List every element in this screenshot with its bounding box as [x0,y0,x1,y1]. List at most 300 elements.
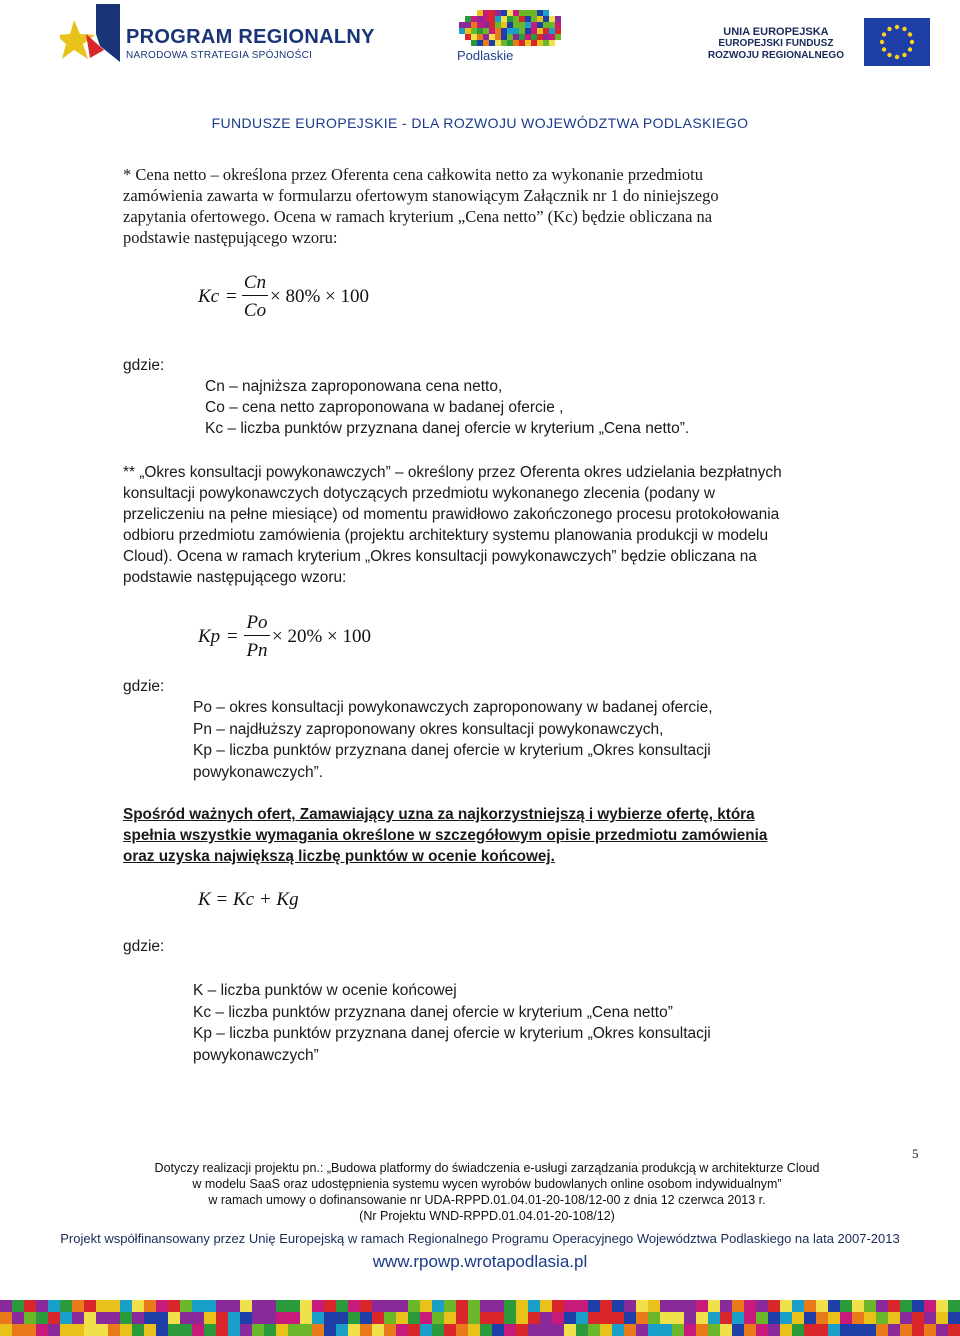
mosaic-tile [876,1324,888,1336]
mosaic-tile [444,1312,456,1324]
mosaic-tile [537,40,543,46]
mosaic-tile [501,22,507,28]
mosaic-tile [525,10,531,16]
mosaic-tile [828,1300,840,1312]
formula-lhs: Kc [198,286,220,307]
mosaic-tile [300,1324,312,1336]
mosaic-tile [492,1324,504,1336]
mosaic-tile [543,40,549,46]
mosaic-tile [780,1312,792,1324]
mosaic-tile [756,1324,768,1336]
formula-equals: = [226,286,237,307]
mosaic-tile [543,16,549,22]
definition-item: K – liczba punktów w ocenie końcowej [193,982,457,999]
eu-star-icon [895,25,899,29]
definition-item: Kp – liczba punktów przyznana danej ofercie w kryterium „Okres konsultacji [193,1025,711,1042]
mosaic-tile [525,28,531,34]
mosaic-tile [372,1300,384,1312]
mosaic-tile [576,1324,588,1336]
mosaic-tile [624,1324,636,1336]
eu-star-icon [902,53,906,57]
mosaic-tile [804,1324,816,1336]
mosaic-tile [513,10,519,16]
mosaic-tile [489,16,495,22]
mosaic-tile [489,22,495,28]
eu-star-icon [887,53,891,57]
mosaic-tile [528,1312,540,1324]
mosaic-tile [144,1300,156,1312]
project-info-line: (Nr Projektu WND-RPPD.01.04.01-20-108/12) [359,1209,615,1223]
mosaic-tile [543,34,549,40]
mosaic-tile [912,1300,924,1312]
mosaic-tile [732,1300,744,1312]
mosaic-tile [12,1312,24,1324]
mosaic-tile [228,1300,240,1312]
mosaic-tile [792,1312,804,1324]
mosaic-tile [384,1300,396,1312]
mosaic-tile [537,22,543,28]
definition-item: Cn – najniższa zaproponowana cena netto, [205,378,503,395]
mosaic-tile [936,1312,948,1324]
mosaic-tile [852,1300,864,1312]
mosaic-tile [936,1324,948,1336]
mosaic-tile [543,10,549,16]
mosaic-tile [924,1300,936,1312]
mosaic-tile [612,1324,624,1336]
mosaic-tile [465,28,471,34]
intro-line: * Cena netto – określona przez Oferenta cena całkowita netto za wykonanie przedmiotu [123,165,704,184]
mosaic-tile [549,40,555,46]
eu-flag-icon [864,18,930,66]
mosaic-tile [504,1300,516,1312]
mosaic-tile [732,1312,744,1324]
mosaic-tile [504,1324,516,1336]
definition-item: powykonawczych”. [193,763,324,781]
mosaic-tile [420,1312,432,1324]
mosaic-tile [312,1324,324,1336]
mosaic-tile [480,1300,492,1312]
mosaic-tile [420,1324,432,1336]
definition-item: Pn – najdłuższy zaproponowany okres konsultacji powykonawczych, [193,720,664,738]
eu-star-icon [908,47,912,51]
mosaic-tile [780,1300,792,1312]
mosaic-tile [471,28,477,34]
mosaic-tile [501,16,507,22]
mosaic-tile [480,1312,492,1324]
mosaic-tile [600,1312,612,1324]
mosaic-tile [768,1324,780,1336]
mosaic-tile [495,16,501,22]
mosaic-tile [483,28,489,34]
mosaic-tile [525,40,531,46]
mosaic-tile [483,40,489,46]
mosaic-tile [276,1300,288,1312]
mosaic-tile [132,1312,144,1324]
gdzie-label: gdzie: [123,678,165,695]
mosaic-tile [396,1300,408,1312]
definition-item: Kp – liczba punktów przyznana danej ofercie w kryterium „Okres konsultacji [193,742,711,759]
mosaic-tile [888,1300,900,1312]
mosaic-tile [348,1324,360,1336]
mosaic-tile [96,1324,108,1336]
mosaic-tile [888,1312,900,1324]
mosaic-tile [96,1300,108,1312]
mosaic-tile [660,1312,672,1324]
intro-line: Cloud). Ocena w ramach kryterium „Okres konsultacji powykonawczych” będzie obliczana na [123,548,757,565]
mosaic-tile [300,1300,312,1312]
funds-line: FUNDUSZE EUROPEJSKIE - DLA ROZWOJU WOJEWÓDZTWA PODLASKIEGO [211,115,749,131]
mosaic-tile [72,1300,84,1312]
mosaic-tile [396,1312,408,1324]
mosaic-tile [537,28,543,34]
podlaskie-logo [455,2,565,68]
mosaic-tile [555,16,561,22]
mosaic-tile [507,40,513,46]
mosaic-tile [495,40,501,46]
mosaic-tile [744,1300,756,1312]
mosaic-tile [924,1324,936,1336]
mosaic-tile [108,1324,120,1336]
mosaic-tile [540,1300,552,1312]
mosaic-tile [465,16,471,22]
mosaic-tile [288,1312,300,1324]
mosaic-tile [36,1324,48,1336]
mosaic-tile [360,1324,372,1336]
intro-line: konsultacji powykonawczych dotyczących przedmiotu wykonanego zlecenia (podany w [123,485,715,502]
mosaic-tile [360,1300,372,1312]
statement-line: Spośród ważnych ofert, Zamawiający uzna za najkorzystniejszą i wybierze ofertę, która [123,806,755,823]
mosaic-tile [489,34,495,40]
mosaic-tile [501,28,507,34]
mosaic-tile [516,1300,528,1312]
mosaic-tile [804,1300,816,1312]
formula-fraction [244,610,270,666]
mosaic-tile [0,1312,12,1324]
mosaic-tile [336,1312,348,1324]
mosaic-tile [132,1324,144,1336]
website-link[interactable]: www.rpowp.wrotapodlasia.pl [372,1252,588,1271]
eu-star-icon [882,47,886,51]
mosaic-tile [324,1300,336,1312]
mosaic-tile [483,34,489,40]
mosaic-tile [672,1300,684,1312]
mosaic-tile [552,1324,564,1336]
mosaic-tile [531,10,537,16]
mosaic-tile [264,1324,276,1336]
mosaic-tile [537,34,543,40]
mosaic-tile [588,1312,600,1324]
mosaic-tile [477,34,483,40]
okres-konsultacji-intro [123,462,885,588]
mosaic-tile [537,10,543,16]
mosaic-tile [120,1324,132,1336]
mosaic-tile [168,1312,180,1324]
mosaic-tile [432,1324,444,1336]
mosaic-tile [96,1312,108,1324]
eu-star-icon [895,55,899,59]
formula-kp [198,610,398,670]
mosaic-tile [519,40,525,46]
mosaic-tile [465,34,471,40]
definitions-1 [205,376,805,439]
mosaic-tile [864,1312,876,1324]
mosaic-tile [324,1324,336,1336]
eu-logo [700,10,930,72]
mosaic-tile [432,1312,444,1324]
mosaic-tile [531,34,537,40]
mosaic-tile [60,1300,72,1312]
mosaic-tile [507,28,513,34]
mosaic-tile [756,1312,768,1324]
formula-fraction [242,270,268,326]
mosaic-tile [513,40,519,46]
mosaic-tile [459,28,465,34]
project-info-line: w ramach umowy o dofinansowanie nr UDA-RPPD.01.04.01-20-108/12-00 z dnia 12 czerwca 2013 r. [208,1193,766,1207]
mosaic-tile [876,1312,888,1324]
mosaic-tile [120,1312,132,1324]
mosaic-tile [588,1324,600,1336]
statement-line: spełnia wszystkie wymagania określone w szczegółowym opisie przedmiotu zamówienia [123,827,768,844]
mosaic-tile [204,1312,216,1324]
mosaic-tile [483,16,489,22]
mosaic-tile [720,1300,732,1312]
mosaic-tile [228,1312,240,1324]
mosaic-tile [252,1300,264,1312]
mosaic-tile [564,1312,576,1324]
mosaic-tile [276,1324,288,1336]
mosaic-tile [501,34,507,40]
mosaic-tile [555,22,561,28]
formula-rest: × 20% × 100 [272,626,372,647]
mosaic-tile [336,1300,348,1312]
eu-star-icon [887,27,891,31]
mosaic-tile [228,1324,240,1336]
mosaic-tile [477,28,483,34]
definition-item: Co – cena netto zaproponowana w badanej ofercie , [205,399,564,416]
mosaic-tile [288,1324,300,1336]
mosaic-tile [471,40,477,46]
mosaic-tile [600,1300,612,1312]
gdzie-label: gdzie: [123,938,165,955]
formula-lhs: Kp [198,626,221,647]
mosaic-tile [48,1300,60,1312]
mosaic-tile [531,28,537,34]
mosaic-tile [360,1312,372,1324]
mosaic-tile [108,1312,120,1324]
mosaic-tile [708,1300,720,1312]
numerator: Cn [243,272,267,293]
mosaic-tile [768,1312,780,1324]
mosaic-tile [507,16,513,22]
mosaic-tile [576,1312,588,1324]
mosaic-tile [636,1300,648,1312]
bison-mosaic-icon [455,2,565,48]
mosaic-tile [144,1324,156,1336]
mosaic-tile [132,1300,144,1312]
mosaic-tile [492,1300,504,1312]
mosaic-tile [495,34,501,40]
mosaic-tile [672,1312,684,1324]
page-number: 5 [912,1146,919,1161]
mosaic-tile [912,1312,924,1324]
mosaic-tile [756,1300,768,1312]
mosaic-tile [12,1300,24,1312]
gdzie-label: gdzie: [123,357,165,374]
formula-equals: = [227,626,238,647]
mosaic-tile [24,1324,36,1336]
mosaic-tile [864,1300,876,1312]
mosaic-tile [156,1300,168,1312]
mosaic-tile [372,1312,384,1324]
mosaic-tile [525,34,531,40]
mosaic-tile [768,1300,780,1312]
mosaic-tile [948,1312,960,1324]
eu-line-2: EUROPEJSKI FUNDUSZ [718,38,834,49]
mosaic-tile [36,1312,48,1324]
mosaic-tile [156,1312,168,1324]
mosaic-tile [456,1312,468,1324]
intro-line: przeliczeniu na pełne miesiące) od momentu prawidłowo zakończonego procesu protokołowania [123,506,780,523]
mosaic-tile [48,1312,60,1324]
mosaic-tile [828,1324,840,1336]
denominator: Pn [246,640,268,661]
mosaic-tile [168,1300,180,1312]
mosaic-tile [495,22,501,28]
mosaic-tile [216,1312,228,1324]
mosaic-tile [156,1324,168,1336]
mosaic-tile [519,34,525,40]
mosaic-tile [660,1300,672,1312]
mosaic-tile [876,1300,888,1312]
mosaic-tile [696,1300,708,1312]
mosaic-tile [465,22,471,28]
mosaic-tile [471,16,477,22]
mosaic-tile [555,34,561,40]
mosaic-tile [531,22,537,28]
mosaic-tile [408,1300,420,1312]
mosaic-tile [612,1312,624,1324]
eu-star-icon [910,40,914,44]
mosaic-tile [84,1312,96,1324]
mosaic-tile [264,1312,276,1324]
mosaic-tile [483,10,489,16]
intro-line: odbioru przedmiotu zamówienia (projektu architektury systemu planowania produkcji w modelu [123,527,769,544]
mosaic-tile [144,1312,156,1324]
mosaic-tile [180,1300,192,1312]
mosaic-tile [456,1300,468,1312]
mosaic-tile [543,22,549,28]
mosaic-tile [252,1324,264,1336]
mosaic-tile [648,1312,660,1324]
mosaic-tile [537,16,543,22]
mosaic-tile [540,1312,552,1324]
definitions-2 [193,697,826,783]
mosaic-tile [555,28,561,34]
mosaic-tile [168,1324,180,1336]
mosaic-tile [744,1312,756,1324]
definitions-3 [193,980,826,1066]
mosaic-tile [828,1312,840,1324]
mosaic-tile [531,16,537,22]
color-mosaic-strip [0,1300,960,1336]
mosaic-tile [468,1324,480,1336]
mosaic-tile [708,1312,720,1324]
mosaic-tile [804,1312,816,1324]
mosaic-tile [513,28,519,34]
mosaic-tile [216,1300,228,1312]
mosaic-tile [384,1312,396,1324]
mosaic-tile [576,1300,588,1312]
mosaic-tile [477,40,483,46]
mosaic-tile [852,1324,864,1336]
mosaic-tile [564,1300,576,1312]
mosaic-tile [624,1312,636,1324]
mosaic-tile [840,1324,852,1336]
mosaic-tile [444,1324,456,1336]
eu-line-3: ROZWOJU REGIONALNEGO [707,50,844,61]
eu-star-icon [908,32,912,36]
mosaic-tile [348,1300,360,1312]
mosaic-tile [348,1312,360,1324]
mosaic-tile [252,1312,264,1324]
formula-kc [198,270,398,330]
definition-item: powykonawczych” [193,1046,319,1064]
mosaic-tile [72,1312,84,1324]
program-subtitle: NARODOWA STRATEGIA SPÓJNOŚCI [126,50,313,61]
definition-item: Kc – liczba punktów przyznana danej ofercie w kryterium „Cena netto”. [205,420,690,437]
mosaic-tile [648,1324,660,1336]
mosaic-tile [24,1300,36,1312]
formula-k: K = Kc + Kg [198,889,299,910]
mosaic-tile [636,1324,648,1336]
mosaic-tile [507,22,513,28]
mosaic-tile [525,16,531,22]
intro-line: podstawie następującego wzoru: [123,228,338,247]
mosaic-tile [513,22,519,28]
mosaic-tile [324,1312,336,1324]
mosaic-tile [12,1324,24,1336]
program-regionalny-logo [60,4,375,74]
mosaic-tile [471,34,477,40]
mosaic-tile [240,1312,252,1324]
mosaic-tile [612,1300,624,1312]
mosaic-tile [624,1300,636,1312]
mosaic-tile [540,1324,552,1336]
mosaic-tile [648,1300,660,1312]
mosaic-tile [684,1324,696,1336]
project-info-line: w modelu SaaS oraz udostępnienia systemu wycen wyrobów budowlanych online osobom indywidualnym” [192,1177,782,1191]
mosaic-tile [528,1300,540,1312]
mosaic-tile [384,1324,396,1336]
mosaic-tile [696,1312,708,1324]
mosaic-tile [696,1324,708,1336]
program-title: PROGRAM REGIONALNY [126,26,375,48]
mosaic-tile [708,1324,720,1336]
numerator: Po [246,612,268,633]
mosaic-tile [84,1300,96,1312]
mosaic-tile [507,34,513,40]
mosaic-tile [636,1312,648,1324]
mosaic-tile [549,28,555,34]
mosaic-tile [24,1312,36,1324]
mosaic-tile [84,1324,96,1336]
mosaic-tile [288,1300,300,1312]
mosaic-tile [816,1324,828,1336]
mosaic-tile [900,1312,912,1324]
mosaic-tile [840,1300,852,1312]
mosaic-tile [507,10,513,16]
mosaic-tile [732,1324,744,1336]
